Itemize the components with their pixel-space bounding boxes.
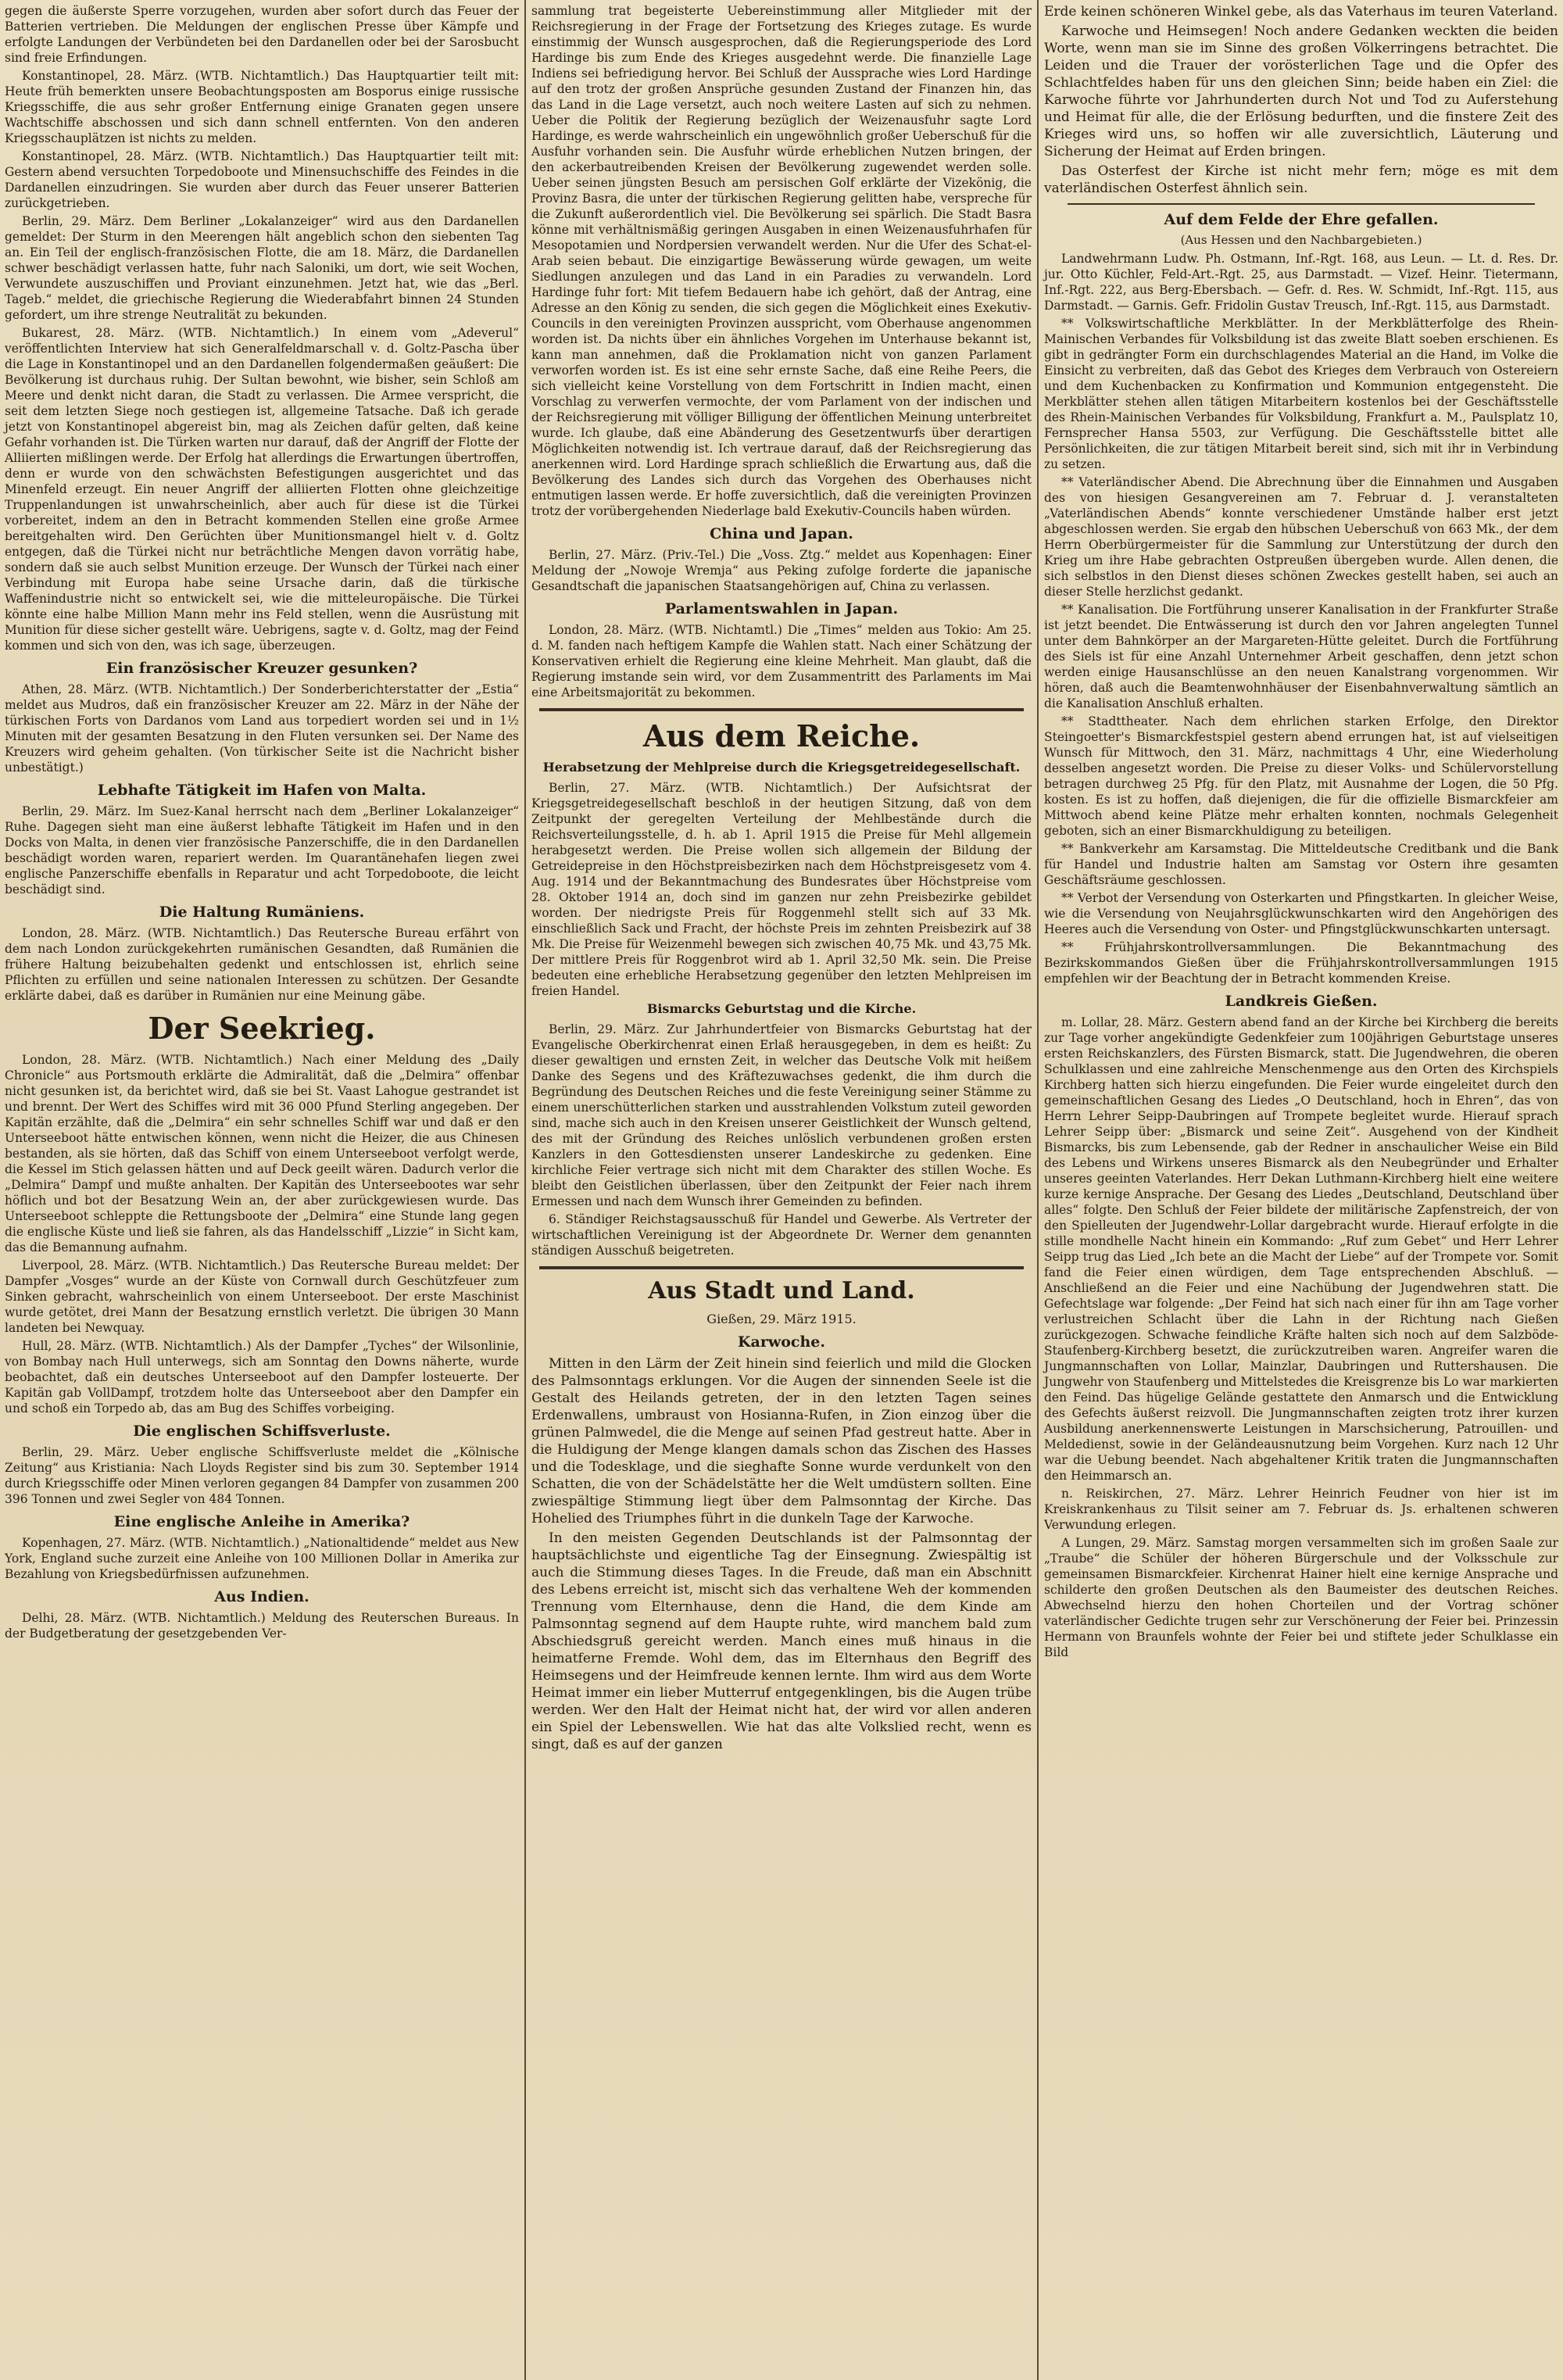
article-paragraph: In den meisten Gegenden Deutschlands ist der Palmsonntag der hauptsächlichste und eigentliche Tag der Einsegnung. Zwiespältig ist auch die Stimmung dieses Tages. In die Freude, daß man ein Abschnitt des Lebens erreicht ist, mischt sich das verhaltene Weh der kommenden Trennung vom Elternhause, denn die Hand, die dem Kinde am Palmsonntag segnend auf dem Haupte ruhte, wird manchem bald zum Abschiedsgruß gereicht werden. Manch eines muß hinaus in die heimatferne Fremde. Wohl dem, das im Elternhaus den Begriff des Heimsegens und der Heimfreude kennen lernte. Ihm wird aus dem Worte Heimat immer ein lieber Mutterruf entgegenklingen, bis die Augen trübe werden. Wer den Halt der Heimat nicht hat, der wird vor allen anderen ein Spiel der Lebenswellen. Wie hat das alte Volkslied recht, wenn es singt, daß es auf der ganzen [531, 1530, 1032, 1752]
article-paragraph: m. Lollar, 28. März. Gestern abend fand an der Kirche bei Kirchberg die bereits zur Tage vorher angekündigte Gedenkfeier zum 100jährigen Geburtstage unseres ersten Reichskanzlers, des Fürsten Bismarck, statt. Die Jugendwehren, die oberen Schulklassen und eine zahlreiche Menschenmenge aus den Orten des Kirchspiels Kirchberg hatten sich hierzu eingefunden. Die Feier wurde eingeleitet durch den gemeinschaftlichen Gesang des Liedes „O Deutschland, hoch in Ehren“, das von Herrn Lehrer Seipp-Daubringen auf Trompete begleitet wurde. Hierauf sprach Lehrer Seipp über: „Bismarck und seine Zeit“. Ausgehend von der Kindheit Bismarcks, bis zum Lebensende, gab der Redner in anschaulicher Weise ein Bild des Lebens und Wirkens unseres Bismarck als den Neubegründer und Erhalter unseres geeinten Vaterlandes. Herr Dekan Luthmann-Kirchberg hielt eine weitere kurze kernige Ansprache. Der Gesang des Liedes „Deutschland, Deutschland über alles“ folgte. Den Schluß der Feier bildete der militärische Zapfenstreich, der von den Spielleuten der Jugendwehr-Lollar dargebracht wurde. Hierauf erfolgte in die stille mondhelle Nacht hinein ein Kommando: „Ruf zum Gebet“ und Herr Lehrer Seipp trug das Lied „Ich bete an die Macht der Liebe“ auf der Trompete vor. Somit fand die Feier einen würdigen, dem Tage entsprechenden Abschluß. — Anschließend an die Feier und eine Nachübung der Jugendwehren statt. Die Gefechtslage war folgende: „Der Feind hat sich nach einer für ihn am Tage vorher verlustreichen Schlacht über die Lahn in der Richtung nach Gießen zurückgezogen. Schwache feindliche Kräfte halten sich noch auf dem Salzböde-Staufenberg-Kirchberg besetzt, die zurückzutreiben waren. Angreifer waren die Jungmannschaften von Lollar, Mainzlar, Daubringen und Ruttershausen. Die Jungwehr von Staufenberg und Mittelstedes die Kreisgrenze bis Lo war markierten den Feind. Das hügelige Gelände gestattete den Anmarsch und die Entwicklung des Gefechts äußerst reizvoll. Die Jungmannschaften zeigten trotz ihrer kurzen Ausbildung anerkennenswerte Leistungen in Marschsicherung, Patrouillen- und Meldedienst, sowie in der Geländeausnutzung beim Vorgehen. Kurz nach 12 Uhr war die Uebung beendet. Nach abgehaltener Kritik traten die Jungmannschaften den Heimmarsch an. [1044, 1015, 1558, 1483]
article-paragraph: Landwehrmann Ludw. Ph. Ostmann, Inf.-Rgt. 168, aus Leun. — Lt. d. Res. Dr. jur. Otto Küchler, Feld-Art.-Rgt. 25, aus Darmstadt. — Vizef. Heinr. Tietermann, Inf.-Rgt. 222, aus Berg-Ebersbach. — Gefr. d. Res. W. Schmidt, Inf.-Rgt. 115, aus Darmstadt. — Garnis. Gefr. Fridolin Gustav Treusch, Inf.-Rgt. 115, aus Darmstadt. [1044, 252, 1558, 313]
article-paragraph: Erde keinen schöneren Winkel gebe, als das Vaterhaus im teuren Vaterland. [1044, 4, 1558, 20]
section-divider [539, 1266, 1024, 1269]
major-heading: Aus Stadt und Land. [648, 1277, 915, 1305]
article-paragraph: London, 28. März. (WTB. Nichtamtlich.) Nach einer Meldung des „Daily Chronicle“ aus Portsmouth erklärte die Admiralität, daß die „Delmira“ offenbar nicht gesunken ist, da berichtet wird, daß sie bei St. Vaast Lahogue gestrandet ist und brennt. Der Wert des Schiffes wird mit 36 000 Pfund Sterling angegeben. Der Kapitän erzählte, daß die „Delmira“ ein sehr schnelles Schiff war und daß er den Unterseeboot hätte entwischen können, wenn nicht die Heizer, die aus Chinesen bestanden, als sie hörten, daß das Schiff von einem Unterseeboot verfolgt werde, die Kessel im Stich gelassen hätten und auf Deck geeilt wären. Dadurch verlor die „Delmira“ Dampf und mußte anhalten. Der Kapitän des Unterseebootes war sehr höflich und bot der Besatzung Wein an, der aber zurückgewiesen wurde. Das Unterseeboot schleppte die Rettungsboote der „Delmira“ eine Stunde lang gegen die englische Küste und ließ sie fahren, als das Handelsschiff „Lizzie“ in Sicht kam, das die Bemannung aufnahm. [5, 1053, 519, 1254]
section-heading: Landkreis Gießen. [1225, 993, 1378, 1010]
article-paragraph: Berlin, 29. März. Ueber englische Schiffsverluste meldet die „Kölnische Zeitung“ aus Kristiania: Nach Lloyds Register sind bis zum 30. September 1914 durch Kriegsschiffe oder Minen verloren gegangen 84 Dampfer von zusammen 200 396 Tonnen und zwei Segler von 484 Tonnen. [5, 1445, 519, 1506]
subheading: Herabsetzung der Mehlpreise durch die Kriegsgetreidegesellschaft. [542, 760, 1021, 775]
article-paragraph: Kopenhagen, 27. März. (WTB. Nichtamtlich.) „Nationaltidende“ meldet aus New York, England suche zurzeit eine Anleihe von 100 Millionen Dollar in Amerika zur Bezahlung von Kriegsbedürfnissen aufzunehmen. [5, 1536, 519, 1581]
column-3 [1039, 0, 1563, 2380]
article-paragraph: Konstantinopel, 28. März. (WTB. Nichtamtlich.) Das Hauptquartier teilt mit: Gestern abend versuchten Torpedoboote und Minensuchschiffe des Feindes in die Dardanellen einzudringen. Sie wurden aber durch das Feuer unserer Batterien zurückgetrieben. [5, 149, 519, 210]
section-heading: Auf dem Felde der Ehre gefallen. [1164, 211, 1439, 228]
article-paragraph: Berlin, 27. März. (Priv.-Tel.) Die „Voss. Ztg.“ meldet aus Kopenhagen: Einer Meldung der „Nowoje Wremja“ aus Peking zufolge forderte die japanische Gesandtschaft die japanischen Staatsangehörigen auf, China zu verlassen. [531, 548, 1032, 593]
article-paragraph: sammlung trat begeisterte Uebereinstimmung aller Mitglieder mit der Reichsregierung in der Frage der Fortsetzung des Krieges zutage. Es wurde einstimmig der Wunsch ausgesprochen, daß die Regierungsperiode des Lord Hardinge bis zum Ende des Krieges ausgedehnt werde. Die finanzielle Lage Indiens sei befriedigung hervor. Bei Schluß der Aussprache wies Lord Hardinge auf den trotz der großen Ansprüche gesunden Zustand der Finanzen hin, das das Land in die Lage versetzt, auch noch weitere Lasten auf sich zu nehmen. Ueber die Politik der Regierung bezüglich der Weizenausfuhr sagte Lord Hardinge, es werde wahrscheinlich ein ungewöhnlich großer Ueberschuß für die Ausfuhr vorhanden sein. Die Ausfuhr würde erheblichen Nutzen bringen, der den ackerbautreibenden Kreisen der Bevölkerung zugewendet werden solle. Ueber seinen jüngsten Besuch am persischen Golf erklärte der Vizekönig, die Provinz Basra, die unter der türkischen Regierung gelitten habe, verspreche für die Zukunft außerordentlich viel. Die Bevölkerung sei spärlich. Die Stadt Basra könne mit verhältnismäßig geringen Ausgaben in einen Weizenausfuhrhafen für Mesopotamien und Nordpersien verwandelt werden. Nur die Ufer des Schat-el-Arab seien bebaut. Die einzigartige Bewässerung würde gewagen, um weite Siedlungen anzulegen und das Land in ein Paradies zu verwandeln. Lord Hardinge fuhr fort: Mit tiefem Bedauern habe ich gehört, daß der Antrag, eine Adresse an den König zu senden, die sich gegen die Möglichkeit eines Exekutiv-Councils in den vereinigten Provinzen ausspricht, vom Oberhause angenommen worden ist. Da nichts über ein ähnliches Vorgehen im Unterhause bekannt ist, kann man annehmen, daß die Proklamation nicht von ganzen Parlament verworfen worden ist. Es ist eine sehr ernste Sache, daß eine Reihe Peers, die sich vielleicht keine Vorstellung von dem Fortschritt in Indien macht, einen Vorschlag zu verwerfen vermochte, der vom Parlament von der indischen und der Reichsregierung mit völliger Billigung der öffentlichen Meinung unterbreitet wurde. Ich glaube, daß eine Abänderung des Gesetzentwurfs über derartigen Möglichkeiten notwendig ist. Ich vertraue darauf, daß der Reichsregierung das anerkennen wird. Lord Hardinge sprach schließlich die Erwartung aus, daß die Bevölkerung des Landes sich durch das Vorgehen des Oberhauses nicht entmutigen lassen werde. Er hoffe zuversichtlich, daß die vereinigten Provinzen trotz der vorübergehenden Niederlage bald Exekutiv-Councils haben würden. [531, 4, 1032, 518]
major-heading: Aus dem Reiche. [642, 718, 921, 753]
section-heading: Ein französischer Kreuzer gesunken? [106, 660, 418, 677]
major-heading: Der Seekrieg. [148, 1011, 376, 1046]
article-paragraph: Berlin, 27. März. (WTB. Nichtamtlich.) Der Aufsichtsrat der Kriegsgetreidegesellschaft beschloß in der heutigen Sitzung, daß von dem Zeitpunkt der geregelten Verteilung der Mehlbestände durch die Reichsverteilungsstelle, d. h. ab 1. April 1915 die Preise für Mehl allgemein herabgesetzt werden. Die Preise wollen sich allgemein der Bildung der Getreidepreise in den Höchstpreisbezirken nach dem Höchstpreisgesetz vom 4. Aug. 1914 und der Bekanntmachung des Bundesrates über Höchstpreise vom 28. Oktober 1914 an, doch sind im ganzen nur zehn Preisbezirke gebildet worden. Der niedrigste Preis für Roggenmehl stellt sich auf 33 Mk. einschließlich Sack und Fracht, der höchste Preis im zehnten Preisbezirk auf 38 Mk. Die Preise für Weizenmehl bewegen sich zwischen 40,75 Mk. und 43,75 Mk. Der mittlere Preis für Roggenbrot wird ab 1. April 32,50 Mk. sein. Die Preise bedeuten eine erhebliche Herabsetzung gegenüber den letzten Mehlpreisen im freien Handel. [531, 781, 1032, 998]
section-heading: Die englischen Schiffsverluste. [133, 1423, 391, 1440]
section-heading: China und Japan. [710, 525, 853, 542]
article-paragraph: Berlin, 29. März. Dem Berliner „Lokalanzeiger“ wird aus den Dardanellen gemeldet: Der Sturm in den Meerengen hält angeblich schon den siebenten Tag an. Ein Teil der englisch-französischen Flotte, die am 18. März, die Dardanellen schwer beschädigt verlassen hatte, fuhr nach Saloniki, um dort, wie seit Wochen, Verwundete auszuschiffen und Proviant einzunehmen. Jetzt hat, wie das „Berl. Tageb.“ meldet, die griechische Regierung die Wiederabfahrt binnen 24 Stunden gefordert, um ihre strenge Neutralität zu bekunden. [5, 214, 519, 322]
article-paragraph: London, 28. März. (WTB. Nichtamtlich.) Das Reutersche Bureau erfährt von dem nach London zurückgekehrten rumänischen Gesandten, daß Rumänien die frühere Haltung beizubehalten gedenkt und entschlossen ist, ehrlich seine Pflichten zu erfüllen und seine nationalen Interessen zu schützen. Der Gesandte erklärte dabei, daß es darüber in Rumänien nur eine Meinung gäbe. [5, 926, 519, 1003]
section-heading: Eine englische Anleihe in Amerika? [113, 1513, 410, 1530]
article-paragraph: ** Stadttheater. Nach dem ehrlichen starken Erfolge, den Direktor Steingoetter's Bismarckfestspiel gestern abend errungen hat, ist auf vielseitigen Wunsch für Mittwoch, den 31. März, nachmittags 4 Uhr, eine Wiederholung desselben angesetzt worden. Die Preise zu dieser Volks- und Schülervorstellung betragen durchweg 25 Pfg. für den Platz, mit Ausnahme der Logen, die 50 Pfg. kosten. Es ist zu hoffen, daß diejenigen, die für die offizielle Bismarckfeier am Mittwoch abend keine Plätze mehr erhalten konnten, nochmals Gelegenheit geboten, sich an einer Bismarckhuldigung zu beteiligen. [1044, 714, 1558, 838]
column-rule [524, 0, 526, 2380]
subheading: (Aus Hessen und den Nachbargebieten.) [1180, 233, 1422, 247]
article-paragraph: Das Osterfest der Kirche ist nicht mehr fern; möge es mit dem vaterländischen Osterfest ähnlich sein. [1044, 163, 1558, 196]
section-divider [1068, 203, 1535, 205]
article-paragraph: London, 28. März. (WTB. Nichtamtl.) Die „Times“ melden aus Tokio: Am 25. d. M. fanden nach heftigem Kampfe die Wahlen statt. Nach einer Schätzung der Konservativen erhielt die Regierung eine kleine Mehrheit. Man glaubt, daß die Regierung imstande sein wird, vor dem Zusammentritt des Parlaments im Mai eine Arbeitsmajorität zu bekommen. [531, 623, 1032, 700]
section-heading: Parlamentswahlen in Japan. [664, 600, 899, 617]
article-paragraph: Hull, 28. März. (WTB. Nichtamtlich.) Als der Dampfer „Tyches“ der Wilsonlinie, von Bombay nach Hull unterwegs, sich am Sonntag den Downs näherte, wurde beobachtet, daß ein deutsches Unterseeboot auf den Dampfer losteuerte. Der Kapitän gab VollDampf, trotzdem holte das Unterseeboot aber den Dampfer ein und schoß ein Torpedo ab, das am Bug des Schiffes vorbeiging. [5, 1339, 519, 1415]
section-heading: Die Haltung Rumäniens. [159, 904, 365, 921]
column-1 [0, 0, 524, 2380]
section-heading: Lebhafte Tätigkeit im Hafen von Malta. [97, 782, 427, 799]
article-paragraph: Konstantinopel, 28. März. (WTB. Nichtamtlich.) Das Hauptquartier teilt mit: Heute früh bemerkten unsere Beobachtungsposten am Bosporus einige russische Kriegsschiffe, die aus sehr großer Entfernung einige Granaten gegen unsere Wachtschiffe abschossen und sich dann schnell entfernten. Von den anderen Kriegsschauplätzen ist nichts zu melden. [5, 69, 519, 145]
article-paragraph: ** Kanalisation. Die Fortführung unserer Kanalisation in der Frankfurter Straße ist jetzt beendet. Die Entwässerung ist durch den vor Jahren angelegten Tunnel unter dem Bahnkörper an der Margareten-Hütte geleitet. Durch die Fortführung des Siels ist für eine Anzahl Unternehmer Arbeit geschaffen, denn jetzt schon werden einige Hausanschlüsse an den neuen Kanalstrang vorgenommen. Wir hören, daß auch die Beamtenwohnhäuser der Eisenbahnverwaltung sämtlich an die Kanalisation Anschluß erhalten. [1044, 603, 1558, 710]
article-paragraph: ** Bankverkehr am Karsamstag. Die Mitteldeutsche Creditbank und die Bank für Handel und Industrie halten am Samstag vor Ostern ihre gesamten Geschäftsräume geschlossen. [1044, 842, 1558, 887]
article-paragraph: ** Vaterländischer Abend. Die Abrechnung über die Einnahmen und Ausgaben des von hiesigen Gesangvereinen am 7. Februar d. J. veranstalteten „Vaterländischen Abends“ konnte verschiedener Umstände halber erst jetzt abgeschlossen werden. Sie ergab den hübschen Ueberschuß von 663 Mk., der dem Herrn Oberbürgermeister für die Sammlung zur Unterstützung der durch den Krieg um ihre Habe gebrachten Ostpreußen übergeben wurde. Allen denen, die sich selbstlos in den Dienst dieses schönen Zweckes gestellt haben, sei auch an dieser Stelle herzlichst gedankt. [1044, 475, 1558, 599]
article-paragraph: Karwoche und Heimsegen! Noch andere Gedanken weckten die beiden Worte, wenn man sie im Sinne des großen Völkerringens betrachtet. Die Leiden und die Trauer der vorösterlichen Tage und die Opfer des Schlachtfeldes haben für uns den gleichen Sinn; beide haben ein Ziel: die Karwoche führte vor Jahrhunderten durch Not und Tod zu Auferstehung und Heimat für alle, die der Erlösung bedurften, und die finstere Zeit des Krieges wird uns, so hoffen wir alle zuversichtlich, Läuterung und Sicherung der Heimat auf Erden bringen. [1044, 23, 1558, 159]
article-paragraph: gegen die äußerste Sperre vorzugehen, wurden aber sofort durch das Feuer der Batterien vertrieben. Die Meldungen der englischen Presse über Kämpfe und erfolgte Landungen der Verbündeten bei den Dardanellen oder bei der Sarosbucht sind freie Erfindungen. [5, 4, 519, 65]
article-paragraph: Athen, 28. März. (WTB. Nichtamtlich.) Der Sonderberichterstatter der „Estia“ meldet aus Mudros, daß ein französischer Kreuzer am 22. März in der Nähe der türkischen Forts von Dardanos vom Land aus torpediert worden sei und in 1½ Minuten mit der gesamten Besatzung in den Fluten versunken sei. Der Name des Kreuzers wird geheim gehalten. (Von türkischer Seite ist die Nachricht bisher unbestätigt.) [5, 682, 519, 775]
article-paragraph: Bukarest, 28. März. (WTB. Nichtamtlich.) In einem vom „Adeverul“ veröffentlichten Interview hat sich Generalfeldmarschall v. d. Goltz-Pascha über die Lage in Konstantinopel und an den Dardanellen folgendermaßen geäußert: Die Bevölkerung ist durchaus ruhig. Der Sultan bewohnt, wie bisher, sein Schloß am Meere und denkt nicht daran, die Stadt zu verlassen. Die Armee verspricht, die seit dem letzten Siege noch gestiegen ist, allgemeine Tatsache. Daß ich gerade jetzt von Konstantinopel abgereist bin, mag als Zeichen dafür gelten, daß keine Gefahr vorhanden ist. Die Türken warten nur darauf, daß der Angriff der Flotte der Alliierten mißlingen werde. Der Erfolg hat allerdings die Erwartungen übertroffen, denn er wurde von den schwächsten Befestigungen ausgerichtet und das Minenfeld erzeugt. Ein neuer Angriff der alliierten Flotten ohne gleichzeitige Truppenlandungen ist unwahrscheinlich, aber auch für diese ist die Türkei vorbereitet, indem an den in Betracht kommenden Stellen eine große Armee bereitgehalten wird. Den Gerüchten über Munitionsmangel hielt v. d. Goltz entgegen, daß die Türkei nicht nur beträchtliche Mengen davon vorrätig habe, sondern daß sie auch selbst Munition erzeuge. Der Wunsch der Türkei nach einer Verbindung mit Europa habe seine Ursache darin, daß die türkische Waffenindustrie nicht so entwickelt sei, wie die mitteleuropäische. Die Türkei könnte eine halbe Million Mann mehr ins Feld stellen, wenn die Ausrüstung mit Munition für diese sicher gestellt wäre. Uebrigens, sagte v. d. Goltz, mag der Feind kommen und sich von den, was ich sage, überzeugen. [5, 326, 519, 653]
column-rule [1037, 0, 1039, 2380]
section-divider [539, 708, 1024, 711]
article-paragraph: 6. Ständiger Reichstagsausschuß für Handel und Gewerbe. Als Vertreter der wirtschaftlichen Vereinigung ist der Abgeordnete Dr. Werner dem genannten ständigen Ausschuß beigetreten. [531, 1212, 1032, 1258]
dateline: Gießen, 29. März 1915. [706, 1312, 857, 1326]
article-paragraph: ** Volkswirtschaftliche Merkblätter. In der Merkblätterfolge des Rhein-Mainischen Verbandes für Volksbildung ist das zweite Blatt soeben erschienen. Es gibt in gedrängter Form ein durchschlagendes Material an die Hand, im Volke die Einsicht zu verbreiten, daß das Gebot des Krieges dem Verbrauch von Ostereiern und dem Kuchenbacken zu Konfirmation und Kommunion entgegensteht. Die Merkblätter stehen allen tätigen Mitarbeitern kostenlos bei der Geschäftsstelle des Rhein-Mainischen Verbandes für Volksbildung, Frankfurt a. M., Paulsplatz 10, Fernsprecher Hansa 5503, zur Verfügung. Die Geschäftsstelle bittet alle Persönlichkeiten, die zur tätigen Mitarbeit bereit sind, sich mit ihr in Verbindung zu setzen. [1044, 317, 1558, 471]
column-2 [527, 0, 1036, 2380]
article-paragraph: ** Frühjahrskontrollversammlungen. Die Bekanntmachung des Bezirkskommandos Gießen über die Frühjahrskontrollversammlungen 1915 empfehlen wir der Beachtung der in Betracht kommenden Kreise. [1044, 940, 1558, 986]
article-paragraph: A Lungen, 29. März. Samstag morgen versammelten sich im großen Saale zur „Traube“ die Schüler der höheren Bürgerschule und der Volksschule zur gemeinsamen Bismarckfeier. Kirchenrat Hainer hielt eine kernige Ansprache und schilderte den großen Deutschen als den Baumeister des deutschen Reiches. Abwechselnd hierzu den hohen Chorteilen und der Vortrag schöner vaterländischer Gedichte trugen sehr zur Verschönerung der Feier bei. Prinzessin Hermann von Braunfels wohnte der Feier bei und stiftete jeder Schulklasse ein Bild [1044, 1536, 1558, 1659]
subheading: Bismarcks Geburtstag und die Kirche. [646, 1001, 917, 1016]
article-paragraph: Liverpool, 28. März. (WTB. Nichtamtlich.) Das Reutersche Bureau meldet: Der Dampfer „Vosges“ wurde an der Küste von Cornwall durch Geschützfeuer zum Sinken gebracht, wahrscheinlich von einem Unterseeboot. Der erste Maschinist wurde getötet, drei Mann der Besatzung ernstlich verletzt. Die übrigen 30 Mann landeten bei Newquay. [5, 1258, 519, 1335]
article-paragraph: ** Verbot der Versendung von Osterkarten und Pfingstkarten. In gleicher Weise, wie die Versendung von Neujahrsglückwunschkarten wird den Angehörigen des Heeres auch die Versendung von Oster- und Pfingstglückwunschkarten untersagt. [1044, 891, 1558, 936]
article-paragraph: Berlin, 29. März. Zur Jahrhundertfeier von Bismarcks Geburtstag hat der Evangelische Oberkirchenrat einen Erlaß herausgegeben, in dem es heißt: Zu dieser gewaltigen und ernsten Zeit, in welcher das Deutsche Volk mit heißem Danke des Segens und des Kräftezuwachses gedenkt, die ihm durch die Begründung des Deutschen Reiches und die feste Vereinigung seiner Stämme zu einem unerschütterlichen starken und ausstrahlenden Volkstum zuteil geworden sind, mache sich auch in den Kreisen unserer Geistlichkeit der Wunsch geltend, des mit der Gründung des Reiches unlöslich verbundenen großen ersten Kanzlers in den Gottesdiensten unserer Landeskirche zu gedenken. Eine kirchliche Feier vertrage sich nicht mit dem Charakter des stillen Woche. Es bleibt den Geistlichen überlassen, über den Zeitpunkt der Feier nach ihrem Ermessen und nach dem Wunsch ihrer Gemeinden zu befinden. [531, 1022, 1032, 1208]
article-paragraph: Mitten in den Lärm der Zeit hinein sind feierlich und mild die Glocken des Palmsonntags erklungen. Vor die Augen der sinnenden Seele ist die Gestalt des Heilands getreten, der in den letzten Tagen seines Erdenwallens, umbraust von Hosianna-Rufen, in Zion einzog über die grünen Palmwedel, die die Menge auf seinen Pfad gestreut hatte. Aber in die Huldigung der Menge klangen damals schon das Zischen des Hasses und die Todesklage, und die sieghafte Sonne wurde verdunkelt von den Schatten, die von der Schädelstätte her die Welt umdüstern sollten. Eine zwiespältige Stimmung liegt über dem Palmsonntag der Kirche. Das Hohelied des Triumphes führt in die dunkeln Tage der Karwoche. [531, 1356, 1032, 1526]
article-paragraph: Berlin, 29. März. Im Suez-Kanal herrscht nach dem „Berliner Lokalanzeiger“ Ruhe. Dagegen sieht man eine äußerst lebhafte Tätigkeit im Hafen und in den Docks von Malta, in denen vier französische Panzerschiffe, die in den Dardanellen beschädigt worden waren, repariert werden. Im Quarantänehafen liegen zwei englische Panzerschiffe ebenfalls in Reparatur und acht Torpedoboote, die leicht beschädigt sind. [5, 804, 519, 897]
section-heading: Aus Indien. [214, 1588, 309, 1605]
article-paragraph: n. Reiskirchen, 27. März. Lehrer Heinrich Feudner von hier ist im Kreiskrankenhaus zu Tilsit seiner am 7. Februar ds. Js. erhaltenen schweren Verwundung erlegen. [1044, 1487, 1558, 1532]
article-paragraph: Delhi, 28. März. (WTB. Nichtamtlich.) Meldung des Reuterschen Bureaus. In der Budgetberatung der gesetzgebenden Ver- [5, 1611, 519, 1641]
section-heading: Karwoche. [738, 1333, 825, 1351]
